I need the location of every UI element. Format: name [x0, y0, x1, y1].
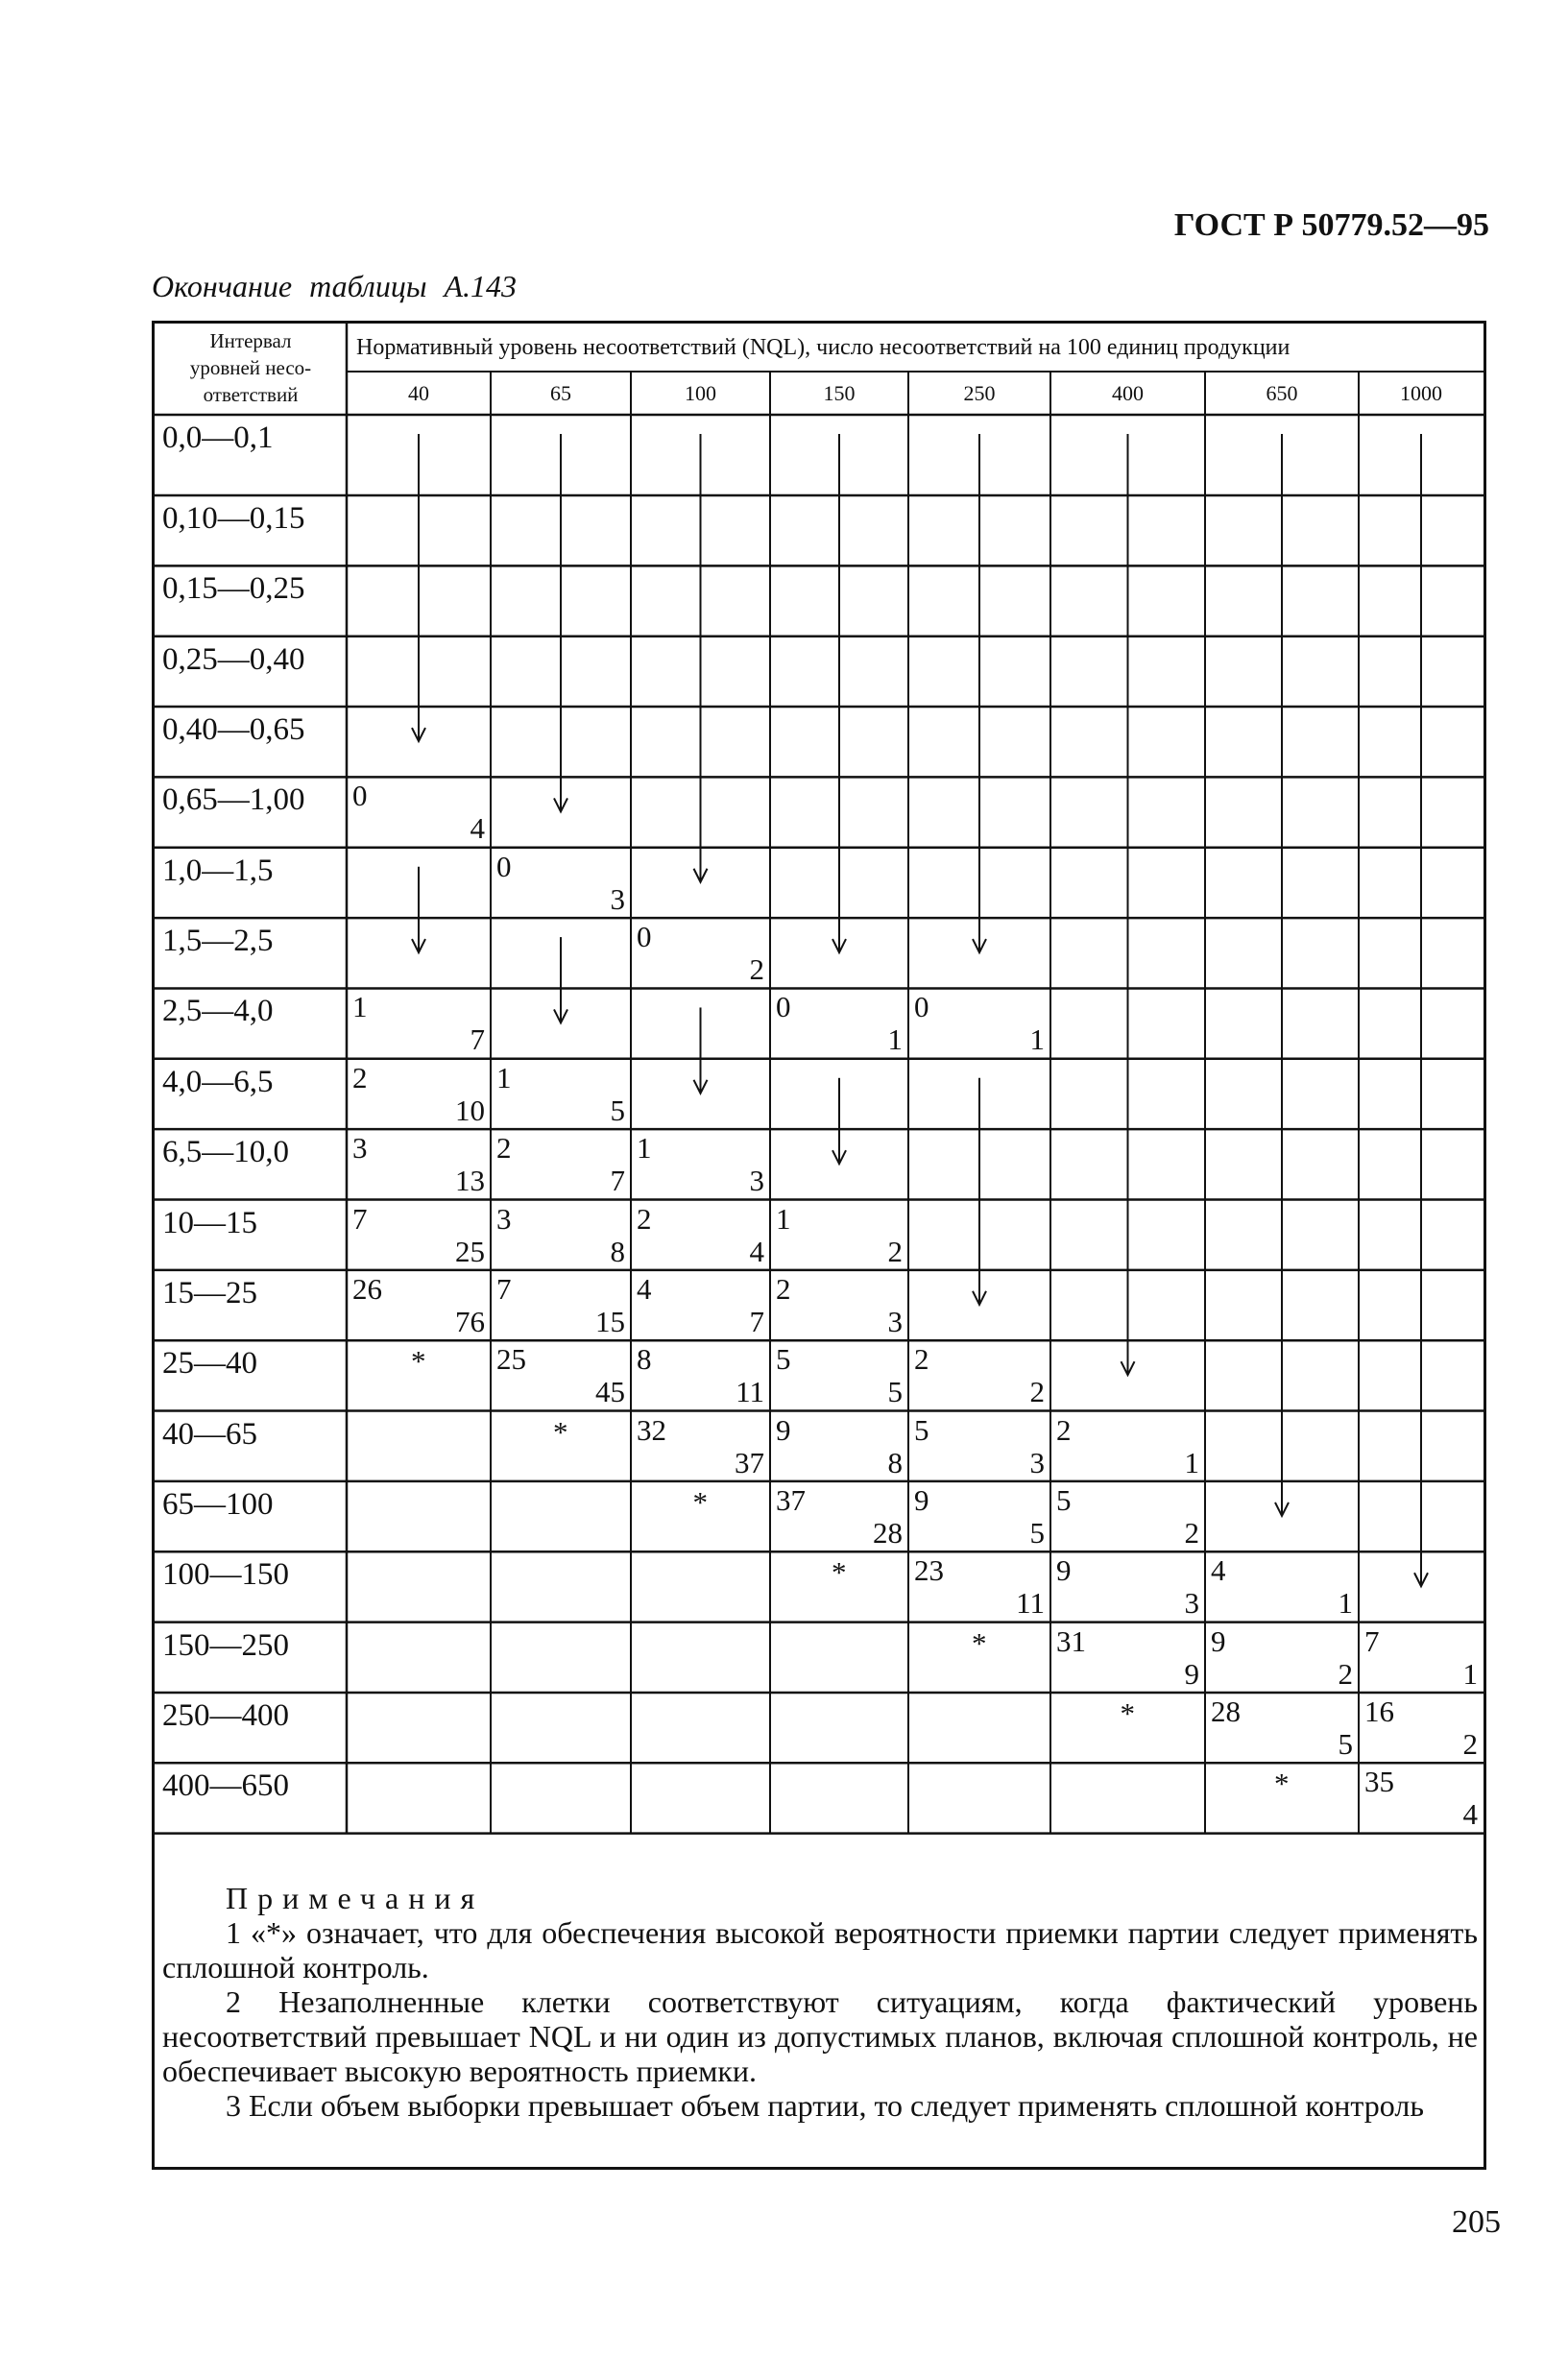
cell-acceptance-number: 28 — [1211, 1694, 1241, 1728]
nql-column-header: 40 — [408, 381, 429, 405]
cell-sample-size: 5 — [1029, 1515, 1045, 1550]
cell-sample-size: 1 — [1029, 1022, 1045, 1057]
cell-acceptance-number: 37 — [776, 1482, 806, 1517]
cell-acceptance-number: 9 — [914, 1482, 929, 1517]
cell-acceptance-number: 1 — [352, 990, 368, 1024]
cell-acceptance-number: 9 — [776, 1412, 791, 1447]
cell-acceptance-number: 2 — [637, 1201, 652, 1236]
down-arrow-icon — [694, 1007, 708, 1093]
row-interval-label: 6,5—10,0 — [162, 1135, 289, 1170]
cell-sample-size: 45 — [595, 1375, 625, 1409]
cell-sample-size: 2 — [1462, 1726, 1478, 1761]
cell-sample-size: 3 — [887, 1304, 903, 1338]
cell-acceptance-number: 1 — [496, 1060, 512, 1094]
nql-column-header: 250 — [963, 381, 996, 405]
down-arrow-icon — [1122, 434, 1135, 1375]
down-arrow-icon — [554, 937, 567, 1022]
nql-column-header: 65 — [550, 381, 571, 405]
cell-acceptance-number: 3 — [496, 1201, 512, 1236]
cell-sample-size: 11 — [736, 1375, 764, 1409]
cell-acceptance-number: 0 — [637, 920, 652, 954]
cell-sample-size: 4 — [1462, 1797, 1478, 1832]
cell-sample-size: 2 — [1338, 1656, 1353, 1691]
down-arrow-icon — [412, 867, 425, 952]
cell-sample-size: 2 — [749, 952, 764, 987]
cell-acceptance-number: 4 — [1211, 1553, 1226, 1588]
corner-header-line: ответствий — [203, 383, 299, 406]
cell-sample-size: 2 — [1184, 1515, 1199, 1550]
cell-acceptance-number: 32 — [637, 1412, 666, 1447]
cell-acceptance-number: 2 — [914, 1342, 929, 1377]
nql-column-header: 100 — [685, 381, 716, 405]
down-arrow-icon — [694, 434, 708, 882]
cell-sample-size: 1 — [1462, 1656, 1478, 1691]
nql-column-header: 1000 — [1400, 381, 1442, 405]
row-interval-label: 0,10—0,15 — [162, 501, 305, 536]
cell-acceptance-number: 16 — [1364, 1694, 1394, 1728]
corner-header — [155, 324, 347, 415]
cell-sample-size: 15 — [595, 1304, 625, 1338]
cell-sample-size: 76 — [455, 1304, 485, 1338]
cell-sample-size: 7 — [749, 1304, 764, 1338]
cell-sample-size: 2 — [1029, 1375, 1045, 1409]
row-interval-label: 15—25 — [162, 1275, 257, 1310]
row-interval-label: 150—250 — [162, 1627, 289, 1663]
cell-sample-size: 3 — [1029, 1445, 1045, 1479]
cell-sample-size: 8 — [610, 1234, 625, 1268]
down-arrow-icon — [554, 434, 567, 811]
down-arrow-icon — [1414, 434, 1428, 1586]
row-interval-label: 1,0—1,5 — [162, 853, 274, 888]
down-arrow-icon — [832, 434, 846, 952]
cell-acceptance-number: 4 — [637, 1271, 652, 1306]
cell-sample-size: 28 — [873, 1515, 903, 1550]
row-interval-label: 0,65—1,00 — [162, 782, 305, 818]
nql-header: Нормативный уровень несоответствий (NQL), число несоответствий на 100 единиц продукции — [356, 335, 1291, 360]
cell-sample-size: 7 — [470, 1022, 485, 1057]
cell-sample-size: 3 — [1184, 1586, 1199, 1621]
nql-column-header: 400 — [1112, 381, 1144, 405]
full-inspection-star: * — [1120, 1695, 1135, 1730]
cell-sample-size: 4 — [749, 1234, 764, 1268]
page-number: 205 — [1452, 2204, 1501, 2240]
row-interval-label: 40—65 — [162, 1416, 257, 1452]
row-interval-label: 100—150 — [162, 1557, 289, 1593]
cell-sample-size: 11 — [1016, 1586, 1045, 1621]
full-inspection-star: * — [1274, 1767, 1290, 1801]
cell-sample-size: 7 — [610, 1164, 625, 1198]
cell-sample-size: 9 — [1184, 1656, 1199, 1691]
cell-acceptance-number: 3 — [352, 1131, 368, 1166]
cell-acceptance-number: 25 — [496, 1342, 526, 1377]
cell-acceptance-number: 1 — [637, 1131, 652, 1166]
full-inspection-star: * — [692, 1484, 708, 1519]
cell-sample-size: 3 — [610, 881, 625, 916]
down-arrow-icon — [412, 434, 425, 741]
cell-acceptance-number: 7 — [496, 1271, 512, 1306]
nql-column-header: 650 — [1266, 381, 1298, 405]
cell-acceptance-number: 0 — [914, 990, 929, 1024]
nql-column-header: 150 — [823, 381, 856, 405]
row-interval-label: 0,0—0,1 — [162, 421, 274, 455]
cell-acceptance-number: 7 — [352, 1201, 368, 1236]
cell-sample-size: 5 — [887, 1375, 903, 1409]
cell-sample-size: 4 — [470, 811, 485, 846]
document-standard-number: ГОСТ Р 50779.52—95 — [1173, 207, 1489, 243]
full-inspection-star: * — [972, 1625, 987, 1660]
row-interval-label: 25—40 — [162, 1346, 257, 1382]
note-item: 1 «*» означает, что для обеспечения высокой вероятности приемки партии следует применять сплошной контроль. — [162, 1915, 1478, 1984]
table-caption: Окончание таблицы А.143 — [152, 269, 518, 303]
cell-acceptance-number: 26 — [352, 1271, 382, 1306]
corner-header-line: Интервал — [209, 329, 292, 352]
cell-acceptance-number: 2 — [776, 1271, 791, 1306]
cell-sample-size: 5 — [610, 1093, 625, 1127]
cell-sample-size: 10 — [455, 1093, 485, 1127]
cell-acceptance-number: 8 — [637, 1342, 652, 1377]
note-item: 2 Незаполненные клетки соответствуют ситуациям, когда фактический уровень несоответствий превышает NQL и ни один из допустимых планов, включая сплошной контроль, не обеспечивает высокую вероятность приемки. — [162, 1984, 1478, 2088]
full-inspection-star: * — [553, 1414, 568, 1449]
notes-title: Примечания — [226, 1881, 485, 1915]
corner-header-line: уровней несо- — [189, 356, 312, 379]
cell-acceptance-number: 2 — [1056, 1412, 1072, 1447]
cell-acceptance-number: 35 — [1364, 1765, 1394, 1799]
cell-sample-size: 25 — [455, 1234, 485, 1268]
row-interval-label: 1,5—2,5 — [162, 924, 274, 959]
cell-acceptance-number: 0 — [496, 849, 512, 883]
down-arrow-icon — [1275, 434, 1289, 1516]
row-interval-label: 4,0—6,5 — [162, 1064, 274, 1099]
row-interval-label: 0,15—0,25 — [162, 571, 305, 607]
cell-acceptance-number: 1 — [776, 1201, 791, 1236]
row-interval-label: 10—15 — [162, 1205, 257, 1240]
note-item: 3 Если объем выборки превышает объем партии, то следует применять сплошной контроль — [226, 2088, 1424, 2123]
notes-section — [162, 1881, 1478, 2123]
row-interval-label: 2,5—4,0 — [162, 994, 274, 1029]
cell-sample-size: 5 — [1338, 1726, 1353, 1761]
cell-acceptance-number: 9 — [1211, 1623, 1226, 1658]
row-interval-label: 400—650 — [162, 1768, 289, 1804]
cell-acceptance-number: 2 — [352, 1060, 368, 1094]
cell-acceptance-number: 23 — [914, 1553, 944, 1588]
table-frame — [152, 321, 1486, 2170]
cell-acceptance-number: 31 — [1056, 1623, 1086, 1658]
cell-acceptance-number: 9 — [1056, 1553, 1072, 1588]
down-arrow-icon — [832, 1078, 846, 1164]
cell-acceptance-number: 5 — [776, 1342, 791, 1377]
row-interval-label: 250—400 — [162, 1697, 289, 1733]
cell-sample-size: 1 — [1184, 1445, 1199, 1479]
full-inspection-star: * — [832, 1555, 847, 1590]
cell-sample-size: 1 — [887, 1022, 903, 1057]
full-inspection-star: * — [411, 1344, 426, 1379]
cell-sample-size: 1 — [1338, 1586, 1353, 1621]
cell-sample-size: 2 — [887, 1234, 903, 1268]
cell-sample-size: 37 — [735, 1445, 764, 1479]
row-interval-label: 65—100 — [162, 1486, 274, 1522]
cell-acceptance-number: 5 — [1056, 1482, 1072, 1517]
down-arrow-icon — [973, 434, 986, 952]
cell-acceptance-number: 7 — [1364, 1623, 1380, 1658]
cell-acceptance-number: 0 — [776, 990, 791, 1024]
cell-acceptance-number: 5 — [914, 1412, 929, 1447]
cell-sample-size: 13 — [455, 1164, 485, 1198]
cell-sample-size: 3 — [749, 1164, 764, 1198]
row-interval-label: 0,40—0,65 — [162, 712, 305, 748]
row-interval-label: 0,25—0,40 — [162, 641, 305, 677]
cell-acceptance-number: 0 — [352, 779, 368, 813]
cell-acceptance-number: 2 — [496, 1131, 512, 1166]
cell-sample-size: 8 — [887, 1445, 903, 1479]
